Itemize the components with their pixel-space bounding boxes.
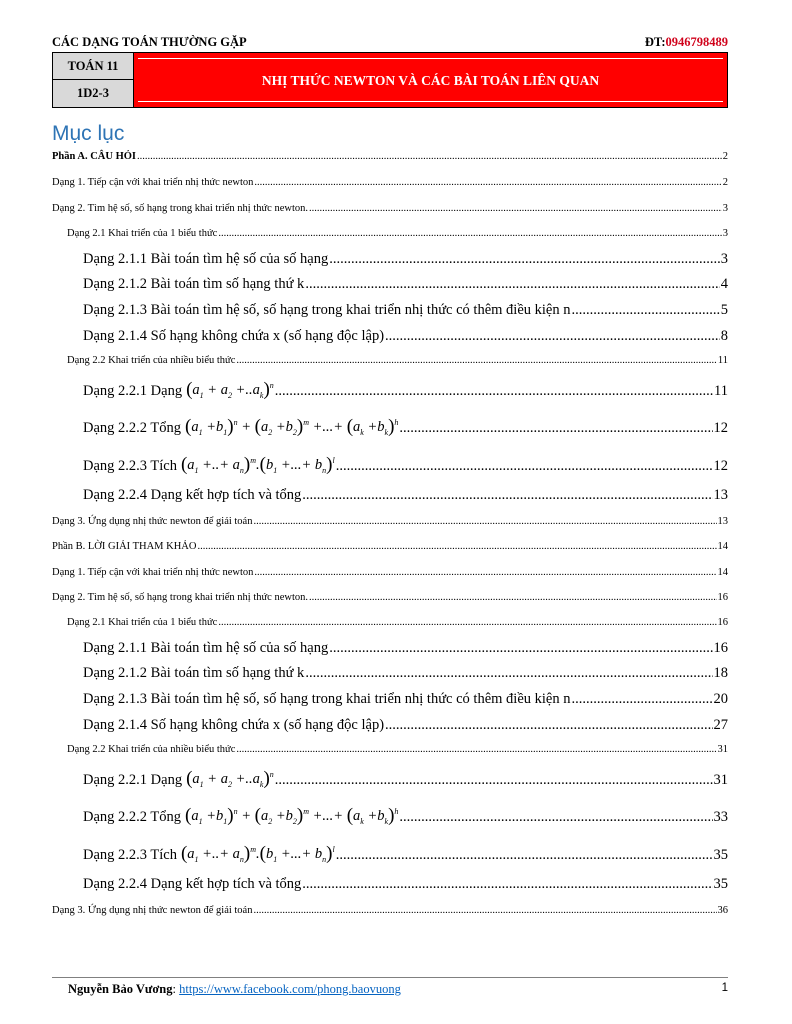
footer-divider [52,977,728,978]
toc-entry[interactable]: Dạng 2.1.4 Số hạng không chứa x (số hạng độc lập) ..... 27 [83,717,728,734]
toc-entry[interactable]: Dạng 2.2.4 Dạng kết hợp tích và tổng ..... 35 [83,876,728,893]
toc-entry[interactable]: Dạng 2.1.3 Bài toán tìm hệ số, số hạng trong khai triển nhị thức có thêm điều kiện n ..... 5 [83,302,728,319]
toc-entry[interactable]: Dạng 2.1.4 Số hạng không chứa x (số hạng độc lập) ..... 8 [83,328,728,345]
banner-code: 1D2-3 [77,86,109,100]
formula: ($a_1$ +..+ $a_n)^m.(b_1$ +...+ $b_n)^l$ [180,843,335,864]
page-footer: Nguyễn Bảo Vương: https://www.facebook.com/phong.baovuong 1 [68,982,728,996]
toc-entry[interactable]: Dạng 2.1.3 Bài toán tìm hệ số, số hạng trong khai triển nhị thức có thêm điều kiện n ..... 20 [83,691,728,708]
footer-author: Nguyễn Bảo Vương [68,982,173,996]
formula: $(a_1 +b_1)^n + (a_2 +b_2)^m$ +...+ $(a_k +b_k)^h$ [185,805,399,826]
toc-entry[interactable]: Dạng 2.2.3 Tích ($a_1$ +..+ $a_n)^m.(b_1$ +...+ $b_n)^l$ ..... 35 [83,842,728,864]
toc-title: Mục lục [52,122,125,145]
page-header [52,35,728,51]
formula: $(a_1 + a_2 +..a_k)^n$ [186,768,274,789]
toc-entry[interactable]: Dạng 2.2.1 Dạng $(a_1 + a_2 +..a_k)^n$ ..... 31 [83,767,728,789]
toc-entry[interactable]: Dạng 2.2.3 Tích ($a_1$ +..+ $a_n)^m.(b_1$ +...+ $b_n)^l$ ..... 12 [83,453,728,475]
toc-entry[interactable]: Dạng 2.2.4 Dạng kết hợp tích và tổng ..... 13 [83,487,728,504]
toc-entry[interactable]: Dạng 2. Tìm hệ số, số hạng trong khai triển nhị thức newton. ..... 16 [52,592,728,603]
header-left-title: CÁC DẠNG TOÁN THƯỜNG GẶP [52,35,247,49]
footer-link[interactable]: https://www.facebook.com/phong.baovuong [179,982,401,996]
toc-entry[interactable]: Dạng 2.1.2 Bài toán tìm số hạng thứ k ..... 4 [83,276,728,293]
toc-entry[interactable]: Dạng 2.2 Khai triển của nhiều biểu thức ..... 31 [67,744,728,755]
toc-entry[interactable]: Dạng 2.2 Khai triển của nhiều biểu thức ..... 11 [67,355,728,366]
toc-entry[interactable]: Dạng 2.1.1 Bài toán tìm hệ số của số hạng ..... 3 [83,251,728,268]
toc-entry[interactable]: Phần B. LỜI GIẢI THAM KHẢO ..... 14 [52,541,728,552]
banner-grade: TOÁN 11 [53,53,133,80]
banner-rule-bottom [138,101,723,102]
banner-title: NHỊ THỨC NEWTON VÀ CÁC BÀI TOÁN LIÊN QUAN [261,73,600,88]
toc-entry[interactable]: Dạng 1. Tiếp cận với khai triển nhị thức newton ..... 2 [52,177,728,188]
formula: $(a_1 +b_1)^n + (a_2 +b_2)^m$ +...+ $(a_k +b_k)^h$ [185,416,399,437]
formula: $(a_1 + a_2 +..a_k)^n$ [186,379,274,400]
toc-entry[interactable]: Phần A. CÂU HỎI ..... 2 [52,151,728,162]
header-phone: ĐT:0946798489 [644,35,728,49]
toc-entry[interactable]: Dạng 2.1.2 Bài toán tìm số hạng thứ k ..... 18 [83,665,728,682]
toc-entry[interactable]: Dạng 1. Tiếp cận với khai triển nhị thức newton ..... 14 [52,567,728,578]
page-number: 1 [721,982,728,994]
phone-number: 0946798489 [665,35,728,49]
toc-entry[interactable]: Dạng 2.2.2 Tổng $(a_1 +b_1)^n + (a_2 +b_2)^m$ +...+ $(a_k +b_k)^h$ ..... 12 [83,415,728,437]
banner-rule-top [138,58,723,59]
toc-entry[interactable]: Dạng 3. Ứng dụng nhị thức newton để giải toán ..... 13 [52,516,728,527]
toc-entry[interactable]: Dạng 2.2.1 Dạng $(a_1 + a_2 +..a_k)^n$ ..... 11 [83,378,728,400]
toc-entry[interactable]: Dạng 2. Tìm hệ số, số hạng trong khai triển nhị thức newton. ..... 3 [52,203,728,214]
toc-entry[interactable]: Dạng 2.1 Khai triển của 1 biểu thức ..... 16 [67,617,728,628]
formula: ($a_1$ +..+ $a_n)^m.(b_1$ +...+ $b_n)^l$ [180,454,335,475]
banner-code-box [53,53,134,107]
toc-entry[interactable]: Dạng 2.2.2 Tổng $(a_1 +b_1)^n + (a_2 +b_2)^m$ +...+ $(a_k +b_k)^h$ ..... 33 [83,804,728,826]
toc-entry[interactable]: Dạng 2.1 Khai triển của 1 biểu thức ..... 3 [67,228,728,239]
toc-entry[interactable]: Dạng 2.1.1 Bài toán tìm hệ số của số hạng ..... 16 [83,640,728,657]
banner-title-box [134,53,727,107]
title-banner [52,52,728,108]
toc-entry[interactable]: Dạng 3. Ứng dụng nhị thức newton để giải toán ..... 36 [52,905,728,916]
